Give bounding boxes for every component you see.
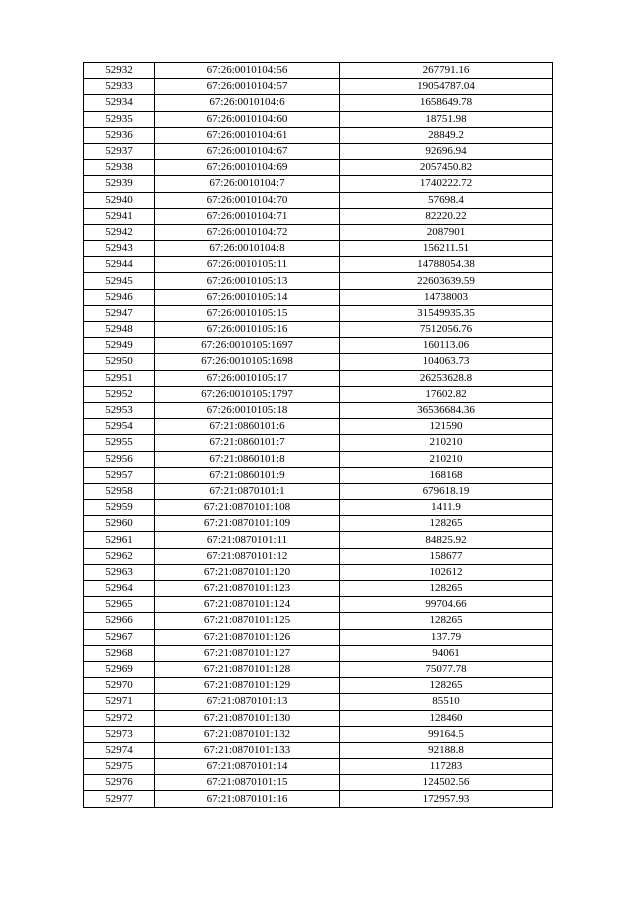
table-row	[84, 581, 553, 597]
cadastral-number-cell: 67:21:0860101:6	[155, 419, 340, 435]
value-cell: 92188.8	[340, 742, 553, 758]
value-cell: 26253628.8	[340, 370, 553, 386]
value-cell: 22603639.59	[340, 273, 553, 289]
cadastral-number-cell: 67:26:0010105:14	[155, 289, 340, 305]
cadastral-number-cell: 67:26:0010104:70	[155, 192, 340, 208]
value-cell: 1411.9	[340, 500, 553, 516]
cadastral-number-cell: 67:26:0010104:60	[155, 111, 340, 127]
row-number-cell: 52972	[84, 710, 155, 726]
table-row	[84, 160, 553, 176]
cadastral-number-cell: 67:21:0870101:127	[155, 645, 340, 661]
cadastral-number-cell: 67:21:0870101:16	[155, 791, 340, 807]
table-row	[84, 483, 553, 499]
cadastral-number-cell: 67:21:0870101:13	[155, 694, 340, 710]
row-number-cell: 52933	[84, 79, 155, 95]
table-row	[84, 775, 553, 791]
value-cell: 168168	[340, 467, 553, 483]
table-row	[84, 516, 553, 532]
table-row	[84, 289, 553, 305]
cadastral-number-cell: 67:26:0010105:13	[155, 273, 340, 289]
value-cell: 7512056.76	[340, 322, 553, 338]
value-cell: 99164.5	[340, 726, 553, 742]
row-number-cell: 52938	[84, 160, 155, 176]
value-cell: 14788054.38	[340, 257, 553, 273]
value-cell: 99704.66	[340, 597, 553, 613]
table-row	[84, 742, 553, 758]
table-row	[84, 759, 553, 775]
row-number-cell: 52965	[84, 597, 155, 613]
table-row	[84, 467, 553, 483]
cadastral-number-cell: 67:26:0010104:72	[155, 224, 340, 240]
row-number-cell: 52957	[84, 467, 155, 483]
value-cell: 2087901	[340, 224, 553, 240]
row-number-cell: 52937	[84, 143, 155, 159]
row-number-cell: 52958	[84, 483, 155, 499]
row-number-cell: 52952	[84, 386, 155, 402]
value-cell: 1740222.72	[340, 176, 553, 192]
table-row	[84, 143, 553, 159]
cadastral-number-cell: 67:21:0870101:128	[155, 661, 340, 677]
value-cell: 267791.16	[340, 63, 553, 79]
value-cell: 36536684.36	[340, 402, 553, 418]
cadastral-number-cell: 67:21:0870101:12	[155, 548, 340, 564]
cadastral-number-cell: 67:21:0870101:109	[155, 516, 340, 532]
cadastral-number-cell: 67:21:0870101:1	[155, 483, 340, 499]
row-number-cell: 52945	[84, 273, 155, 289]
table-row	[84, 338, 553, 354]
cadastral-number-cell: 67:26:0010105:18	[155, 402, 340, 418]
value-cell: 19054787.04	[340, 79, 553, 95]
value-cell: 160113.06	[340, 338, 553, 354]
table-row	[84, 273, 553, 289]
cadastral-number-cell: 67:21:0870101:124	[155, 597, 340, 613]
table-row	[84, 257, 553, 273]
table-row	[84, 176, 553, 192]
table-row	[84, 419, 553, 435]
value-cell: 84825.92	[340, 532, 553, 548]
value-cell: 14738003	[340, 289, 553, 305]
cadastral-number-cell: 67:21:0860101:9	[155, 467, 340, 483]
row-number-cell: 52960	[84, 516, 155, 532]
value-cell: 92696.94	[340, 143, 553, 159]
value-cell: 2057450.82	[340, 160, 553, 176]
row-number-cell: 52962	[84, 548, 155, 564]
table-row	[84, 710, 553, 726]
row-number-cell: 52959	[84, 500, 155, 516]
row-number-cell: 52967	[84, 629, 155, 645]
value-cell: 679618.19	[340, 483, 553, 499]
value-cell: 156211.51	[340, 241, 553, 257]
table-row	[84, 224, 553, 240]
value-cell: 128265	[340, 613, 553, 629]
row-number-cell: 52943	[84, 241, 155, 257]
table-row	[84, 208, 553, 224]
row-number-cell: 52974	[84, 742, 155, 758]
cadastral-number-cell: 67:21:0870101:108	[155, 500, 340, 516]
table-row	[84, 451, 553, 467]
value-cell: 85510	[340, 694, 553, 710]
row-number-cell: 52941	[84, 208, 155, 224]
value-cell: 102612	[340, 564, 553, 580]
table-row	[84, 678, 553, 694]
row-number-cell: 52936	[84, 127, 155, 143]
cadastral-number-cell: 67:26:0010105:17	[155, 370, 340, 386]
table-row	[84, 95, 553, 111]
table-row	[84, 548, 553, 564]
row-number-cell: 52932	[84, 63, 155, 79]
table-row	[84, 645, 553, 661]
value-cell: 75077.78	[340, 661, 553, 677]
table-row	[84, 305, 553, 321]
value-cell: 94061	[340, 645, 553, 661]
cadastral-number-cell: 67:26:0010104:61	[155, 127, 340, 143]
cadastral-number-cell: 67:21:0870101:14	[155, 759, 340, 775]
cadastral-number-cell: 67:26:0010104:71	[155, 208, 340, 224]
cadastral-number-cell: 67:26:0010105:11	[155, 257, 340, 273]
value-cell: 1658649.78	[340, 95, 553, 111]
cadastral-number-cell: 67:21:0870101:126	[155, 629, 340, 645]
table-row	[84, 402, 553, 418]
value-cell: 82220.22	[340, 208, 553, 224]
table-row	[84, 241, 553, 257]
cadastral-number-cell: 67:21:0860101:7	[155, 435, 340, 451]
row-number-cell: 52955	[84, 435, 155, 451]
row-number-cell: 52951	[84, 370, 155, 386]
value-cell: 172957.93	[340, 791, 553, 807]
table-row	[84, 435, 553, 451]
value-cell: 210210	[340, 451, 553, 467]
cadastral-number-cell: 67:21:0870101:123	[155, 581, 340, 597]
table-row	[84, 564, 553, 580]
cadastral-number-cell: 67:26:0010104:67	[155, 143, 340, 159]
row-number-cell: 52939	[84, 176, 155, 192]
row-number-cell: 52977	[84, 791, 155, 807]
table-row	[84, 370, 553, 386]
table-row	[84, 791, 553, 807]
cadastral-number-cell: 67:21:0870101:130	[155, 710, 340, 726]
table-row	[84, 63, 553, 79]
table-row	[84, 354, 553, 370]
row-number-cell: 52946	[84, 289, 155, 305]
cadastral-number-cell: 67:26:0010105:1697	[155, 338, 340, 354]
table-row	[84, 192, 553, 208]
cadastral-number-cell: 67:26:0010105:1698	[155, 354, 340, 370]
value-cell: 18751.98	[340, 111, 553, 127]
data-table	[83, 62, 553, 808]
value-cell: 117283	[340, 759, 553, 775]
cadastral-number-cell: 67:26:0010105:15	[155, 305, 340, 321]
value-cell: 128265	[340, 516, 553, 532]
cadastral-number-cell: 67:26:0010104:69	[155, 160, 340, 176]
row-number-cell: 52961	[84, 532, 155, 548]
value-cell: 137.79	[340, 629, 553, 645]
cadastral-number-cell: 67:26:0010104:57	[155, 79, 340, 95]
cadastral-number-cell: 67:21:0870101:132	[155, 726, 340, 742]
row-number-cell: 52934	[84, 95, 155, 111]
table-row	[84, 694, 553, 710]
row-number-cell: 52971	[84, 694, 155, 710]
row-number-cell: 52963	[84, 564, 155, 580]
cadastral-number-cell: 67:26:0010104:6	[155, 95, 340, 111]
cadastral-number-cell: 67:21:0860101:8	[155, 451, 340, 467]
value-cell: 210210	[340, 435, 553, 451]
value-cell: 104063.73	[340, 354, 553, 370]
value-cell: 128265	[340, 678, 553, 694]
table-row	[84, 597, 553, 613]
table-row	[84, 726, 553, 742]
value-cell: 121590	[340, 419, 553, 435]
row-number-cell: 52944	[84, 257, 155, 273]
row-number-cell: 52953	[84, 402, 155, 418]
table-body	[84, 63, 553, 808]
row-number-cell: 52969	[84, 661, 155, 677]
cadastral-number-cell: 67:21:0870101:125	[155, 613, 340, 629]
value-cell: 57698.4	[340, 192, 553, 208]
cadastral-number-cell: 67:21:0870101:129	[155, 678, 340, 694]
table-row	[84, 127, 553, 143]
row-number-cell: 52940	[84, 192, 155, 208]
cadastral-number-cell: 67:26:0010104:56	[155, 63, 340, 79]
cadastral-number-cell: 67:26:0010105:16	[155, 322, 340, 338]
table-row	[84, 629, 553, 645]
row-number-cell: 52970	[84, 678, 155, 694]
cadastral-number-cell: 67:26:0010104:7	[155, 176, 340, 192]
row-number-cell: 52975	[84, 759, 155, 775]
cadastral-number-cell: 67:21:0870101:11	[155, 532, 340, 548]
row-number-cell: 52966	[84, 613, 155, 629]
table-row	[84, 111, 553, 127]
cadastral-number-cell: 67:26:0010104:8	[155, 241, 340, 257]
value-cell: 17602.82	[340, 386, 553, 402]
value-cell: 28849.2	[340, 127, 553, 143]
table-row	[84, 79, 553, 95]
table-row	[84, 500, 553, 516]
cadastral-number-cell: 67:21:0870101:15	[155, 775, 340, 791]
cadastral-number-cell: 67:26:0010105:1797	[155, 386, 340, 402]
row-number-cell: 52964	[84, 581, 155, 597]
table-row	[84, 532, 553, 548]
value-cell: 128460	[340, 710, 553, 726]
row-number-cell: 52954	[84, 419, 155, 435]
row-number-cell: 52948	[84, 322, 155, 338]
value-cell: 124502.56	[340, 775, 553, 791]
row-number-cell: 52935	[84, 111, 155, 127]
value-cell: 31549935.35	[340, 305, 553, 321]
table-row	[84, 386, 553, 402]
row-number-cell: 52947	[84, 305, 155, 321]
table-row	[84, 661, 553, 677]
table-row	[84, 322, 553, 338]
row-number-cell: 52968	[84, 645, 155, 661]
cadastral-number-cell: 67:21:0870101:133	[155, 742, 340, 758]
row-number-cell: 52949	[84, 338, 155, 354]
cadastral-number-cell: 67:21:0870101:120	[155, 564, 340, 580]
row-number-cell: 52956	[84, 451, 155, 467]
row-number-cell: 52973	[84, 726, 155, 742]
row-number-cell: 52942	[84, 224, 155, 240]
value-cell: 158677	[340, 548, 553, 564]
value-cell: 128265	[340, 581, 553, 597]
row-number-cell: 52976	[84, 775, 155, 791]
table-row	[84, 613, 553, 629]
row-number-cell: 52950	[84, 354, 155, 370]
